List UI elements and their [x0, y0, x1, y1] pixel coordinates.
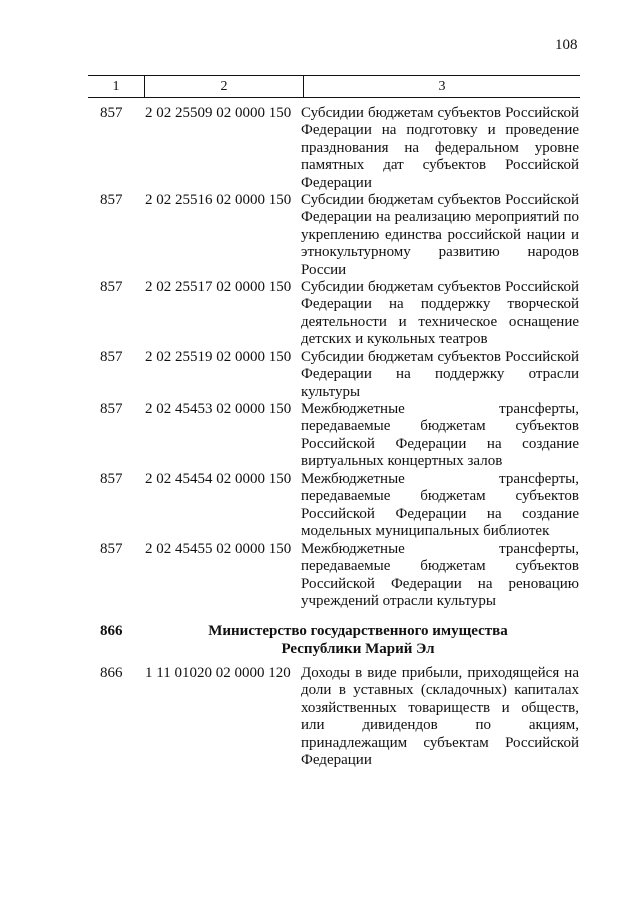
budget-code: 2 02 25509 02 0000 150 [145, 105, 292, 121]
budget-code: 1 11 01020 02 0000 120 [145, 665, 291, 681]
budget-code: 2 02 25517 02 0000 150 [145, 279, 292, 295]
admin-code: 857 [100, 541, 123, 557]
budget-code: 2 02 25516 02 0000 150 [145, 192, 292, 208]
row-description: Субсидии бюджетам субъектов Российской Федерации на подготовку и проведение празднования на федеральном уровне памятных дат субъектов Российской Федерации [301, 105, 579, 191]
admin-code: 857 [100, 401, 123, 417]
budget-code: 2 02 45454 02 0000 150 [145, 471, 292, 487]
admin-code: 857 [100, 192, 123, 208]
row-description: Субсидии бюджетам субъектов Российской Федерации на реализацию мероприятий по укреплению единства российской нации и этнокультурному развитию народов России [301, 192, 579, 278]
ministry-admin-code: 866 [100, 623, 123, 639]
admin-code: 857 [100, 105, 123, 121]
budget-code: 2 02 45453 02 0000 150 [145, 401, 292, 417]
row-description: Субсидии бюджетам субъектов Российской Федерации на поддержку творческой деятельности и техническое оснащение детских и кукольных театров [301, 279, 579, 348]
header-col-1: 1 [88, 76, 145, 97]
admin-code: 857 [100, 349, 123, 365]
row-description: Межбюджетные трансферты, передаваемые бюджетам субъектов Российской Федерации на создание виртуальных концертных залов [301, 401, 579, 470]
row-description: Доходы в виде прибыли, приходящейся на доли в уставных (складочных) капиталах хозяйственных товариществ и обществ, или дивидендов по акциям, принадлежащим субъектам Российской Федерации [301, 665, 579, 769]
admin-code: 857 [100, 471, 123, 487]
budget-code: 2 02 45455 02 0000 150 [145, 541, 292, 557]
ministry-title: Министерство государственного имущества Республики Марий Эл [208, 623, 508, 657]
admin-code: 857 [100, 279, 123, 295]
table-header [88, 75, 580, 98]
page-number: 108 [555, 37, 578, 53]
budget-code: 2 02 25519 02 0000 150 [145, 349, 292, 365]
header-col-2: 2 [145, 76, 304, 97]
row-description: Субсидии бюджетам субъектов Российской Федерации на поддержку отрасли культуры [301, 349, 579, 400]
row-description: Межбюджетные трансферты, передаваемые бюджетам субъектов Российской Федерации на реновацию учреждений отрасли культуры [301, 541, 579, 610]
row-description: Межбюджетные трансферты, передаваемые бюджетам субъектов Российской Федерации на создание модельных муниципальных библиотек [301, 471, 579, 540]
admin-code: 866 [100, 665, 123, 681]
header-col-3: 3 [438, 79, 446, 94]
